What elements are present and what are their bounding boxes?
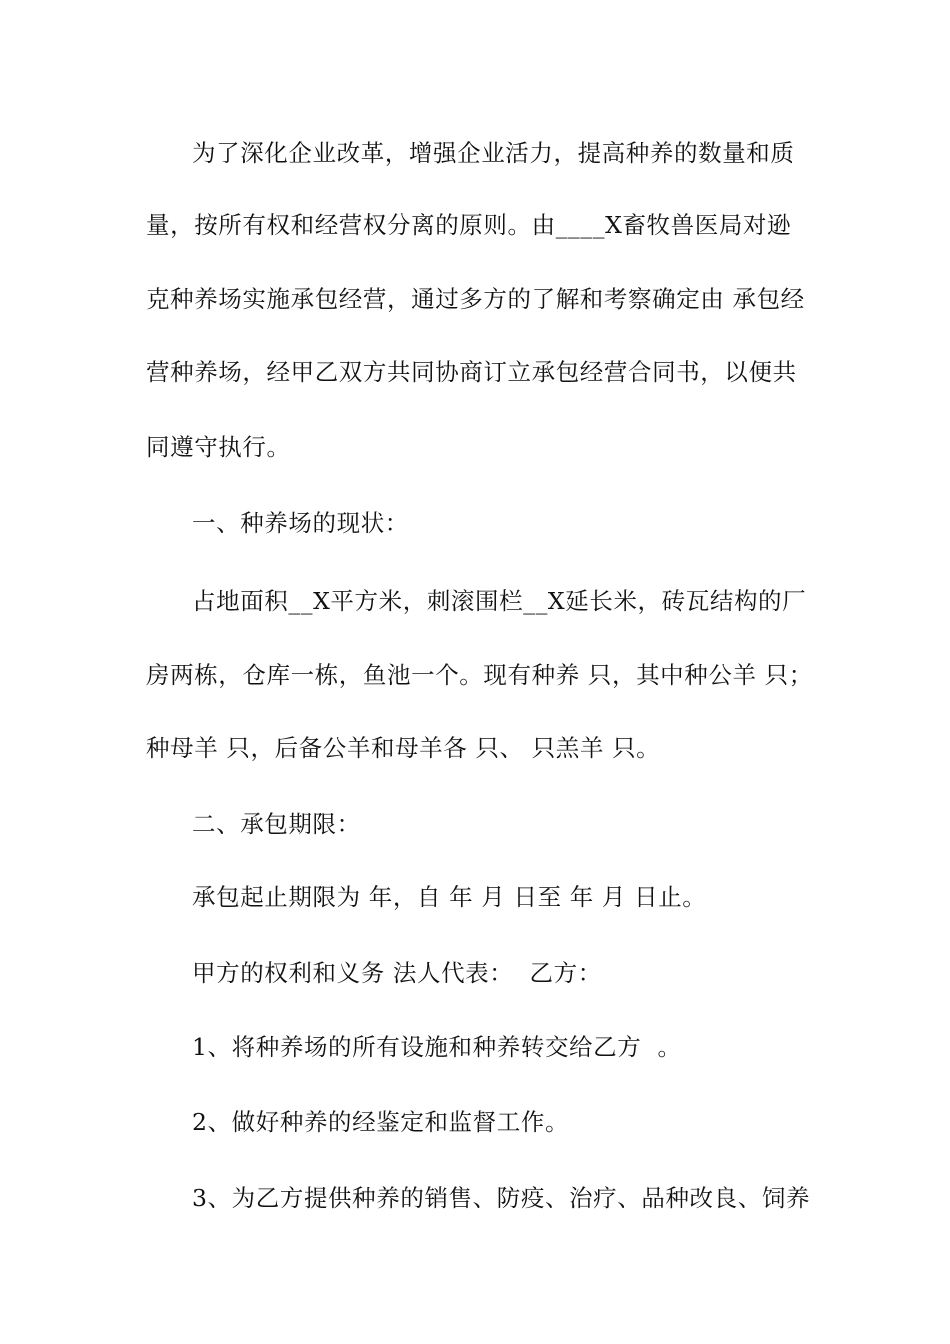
paragraph-line: 种母羊 只，后备公羊和母羊各 只、 只羔羊 只。	[146, 734, 661, 762]
list-item: 2、做好种养的经鉴定和监督工作。	[192, 1108, 570, 1136]
section-heading: 一、种养场的现状：	[192, 509, 409, 537]
list-item: 1、将种养场的所有设施和种养转交给乙方 。	[192, 1033, 682, 1061]
paragraph-line: 同遵守执行。	[146, 433, 291, 461]
section-heading: 二、承包期限：	[192, 810, 361, 838]
paragraph-line: 为了深化企业改革，增强企业活力，提高种养的数量和质	[192, 139, 795, 167]
paragraph-line: 克种养场实施承包经营，通过多方的了解和考察确定由 承包经	[146, 285, 805, 313]
paragraph-line: 承包起止期限为 年，自 年 月 日至 年 月 日止。	[192, 883, 707, 911]
paragraph-line: 量，按所有权和经营权分离的原则。由____X畜牧兽医局对逊	[146, 211, 792, 239]
list-item: 3、为乙方提供种养的销售、防疫、治疗、品种改良、饲养	[192, 1184, 811, 1212]
paragraph-line: 占地面积__X平方米，刺滚围栏__X延长米，砖瓦结构的厂	[192, 587, 807, 615]
paragraph-line: 甲方的权利和义务 法人代表： 乙方：	[192, 959, 602, 987]
paragraph-line: 营种养场，经甲乙双方共同协商订立承包经营合同书，以便共	[146, 358, 797, 386]
paragraph-line: 房两栋，仓库一栋，鱼池一个。现有种养 只，其中种公羊 只；	[146, 661, 813, 689]
